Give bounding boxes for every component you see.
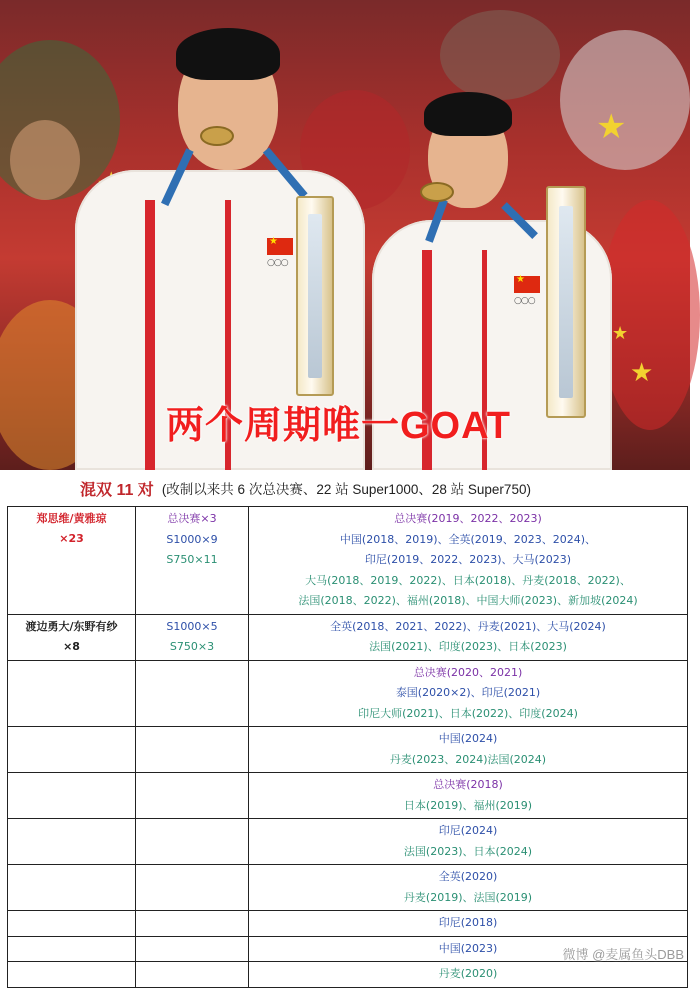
pair-cell — [8, 936, 136, 962]
star-icon: ★ — [612, 323, 629, 344]
pair-name: 郑思维/黄雅琼 — [36, 512, 107, 525]
title-list-line: 丹麦(2019)、法国(2019) — [403, 890, 533, 904]
weibo-watermark: 微博 @麦属鱼头DBB — [562, 947, 684, 962]
crowd-figure — [560, 30, 690, 170]
titles-cell — [249, 614, 688, 660]
table-row — [8, 727, 688, 773]
title-list-line: 法国(2018、2022)、福州(2018)、中国大师(2023)、新加坡(2024) — [298, 594, 638, 607]
titles-cell — [249, 507, 688, 615]
stats-cell — [136, 962, 249, 988]
china-flag-icon — [514, 276, 540, 293]
olympic-rings-icon: ○○○ — [267, 258, 288, 268]
title-stat: S1000×5 — [166, 619, 218, 633]
stats-cell — [136, 865, 249, 911]
stats-cell — [136, 727, 249, 773]
medal-photo — [0, 0, 690, 470]
olympic-rings-icon: ○○○ — [514, 296, 535, 306]
table-row — [8, 865, 688, 911]
table-row — [8, 819, 688, 865]
crowd-figure — [10, 120, 80, 200]
star-icon: ★ — [596, 107, 627, 147]
title-list-line: 全英(2018、2021、2022)、丹麦(2021)、大马(2024) — [330, 619, 606, 633]
table-row — [8, 911, 688, 937]
section-heading — [0, 472, 690, 504]
pair-cell — [8, 660, 136, 727]
titles-cell — [249, 819, 688, 865]
title-list-line: 中国(2024) — [438, 732, 498, 745]
china-flag-icon — [267, 238, 293, 255]
title-list-line: 印尼大师(2021)、日本(2022)、印度(2024) — [358, 706, 578, 720]
pair-cell — [8, 819, 136, 865]
stats-cell — [136, 911, 249, 937]
stats-cell — [136, 660, 249, 727]
title-stat: S750×11 — [166, 553, 218, 566]
title-list-line: 泰国(2020×2)、印尼(2021) — [395, 686, 541, 699]
titles-cell — [249, 865, 688, 911]
titles-cell — [249, 911, 688, 937]
table-row — [8, 773, 688, 819]
table-row — [8, 962, 688, 988]
title-list-line: 中国(2018、2019)、全英(2019、2023、2024)、 — [339, 532, 597, 546]
pair-cell — [8, 962, 136, 988]
heading-subtitle: (改制以来共 6 次总决赛、22 站 Super1000、28 站 Super750) — [161, 482, 531, 497]
stats-cell — [136, 936, 249, 962]
pair-cell — [8, 727, 136, 773]
title-stat: S1000×9 — [166, 532, 218, 546]
titles-cell — [249, 962, 688, 988]
gold-medal-icon — [200, 126, 234, 146]
title-stat: 总决赛×3 — [167, 512, 217, 525]
pair-cell — [8, 614, 136, 660]
title-list-line: 印尼(2024) — [438, 824, 498, 837]
title-list-line: 总决赛(2018) — [433, 778, 503, 791]
photo-caption: 两个周期唯一GOAT — [166, 405, 511, 447]
heading-title: 混双 11 对 — [80, 481, 154, 499]
pair-title-count: ×23 — [59, 532, 84, 545]
title-list-line: 大马(2018、2019、2022)、日本(2018)、丹麦(2018、2022)、 — [305, 573, 631, 587]
table-row — [8, 660, 688, 727]
table-row — [8, 507, 688, 615]
stats-cell — [136, 773, 249, 819]
stats-cell — [136, 614, 249, 660]
gold-medal-icon — [420, 182, 454, 202]
table-row — [8, 614, 688, 660]
title-list-line: 中国(2023) — [438, 941, 498, 955]
stats-cell — [136, 819, 249, 865]
crowd-figure — [600, 200, 700, 430]
titles-cell — [249, 773, 688, 819]
title-list-line: 丹麦(2020) — [438, 967, 498, 980]
trophy-icon — [296, 196, 334, 396]
mixed-doubles-table — [7, 506, 688, 988]
pair-cell — [8, 911, 136, 937]
title-list-line: 法国(2021)、印度(2023)、日本(2023) — [369, 640, 567, 653]
title-list-line: 总决赛(2019、2022、2023) — [394, 512, 542, 525]
pair-cell — [8, 773, 136, 819]
trophy-icon — [546, 186, 586, 418]
title-list-line: 全英(2020) — [438, 870, 498, 883]
star-icon: ★ — [630, 358, 654, 388]
pair-title-count: ×8 — [63, 639, 80, 653]
title-list-line: 法国(2023)、日本(2024) — [403, 844, 533, 858]
title-list-line: 印尼(2018) — [438, 916, 498, 929]
pair-cell — [8, 865, 136, 911]
title-list-line: 日本(2019)、福州(2019) — [403, 798, 533, 812]
title-list-line: 总决赛(2020、2021) — [413, 665, 523, 679]
title-list-line: 丹麦(2023、2024)法国(2024) — [389, 752, 547, 766]
stats-cell — [136, 507, 249, 615]
title-stat: S750×3 — [169, 640, 215, 653]
crowd-figure — [440, 10, 560, 100]
titles-cell — [249, 727, 688, 773]
pair-cell — [8, 507, 136, 615]
pair-name: 渡边勇大/东野有纱 — [25, 619, 118, 633]
titles-cell — [249, 660, 688, 727]
table-body — [8, 507, 688, 988]
title-list-line: 印尼(2019、2022、2023)、大马(2023) — [364, 553, 572, 566]
